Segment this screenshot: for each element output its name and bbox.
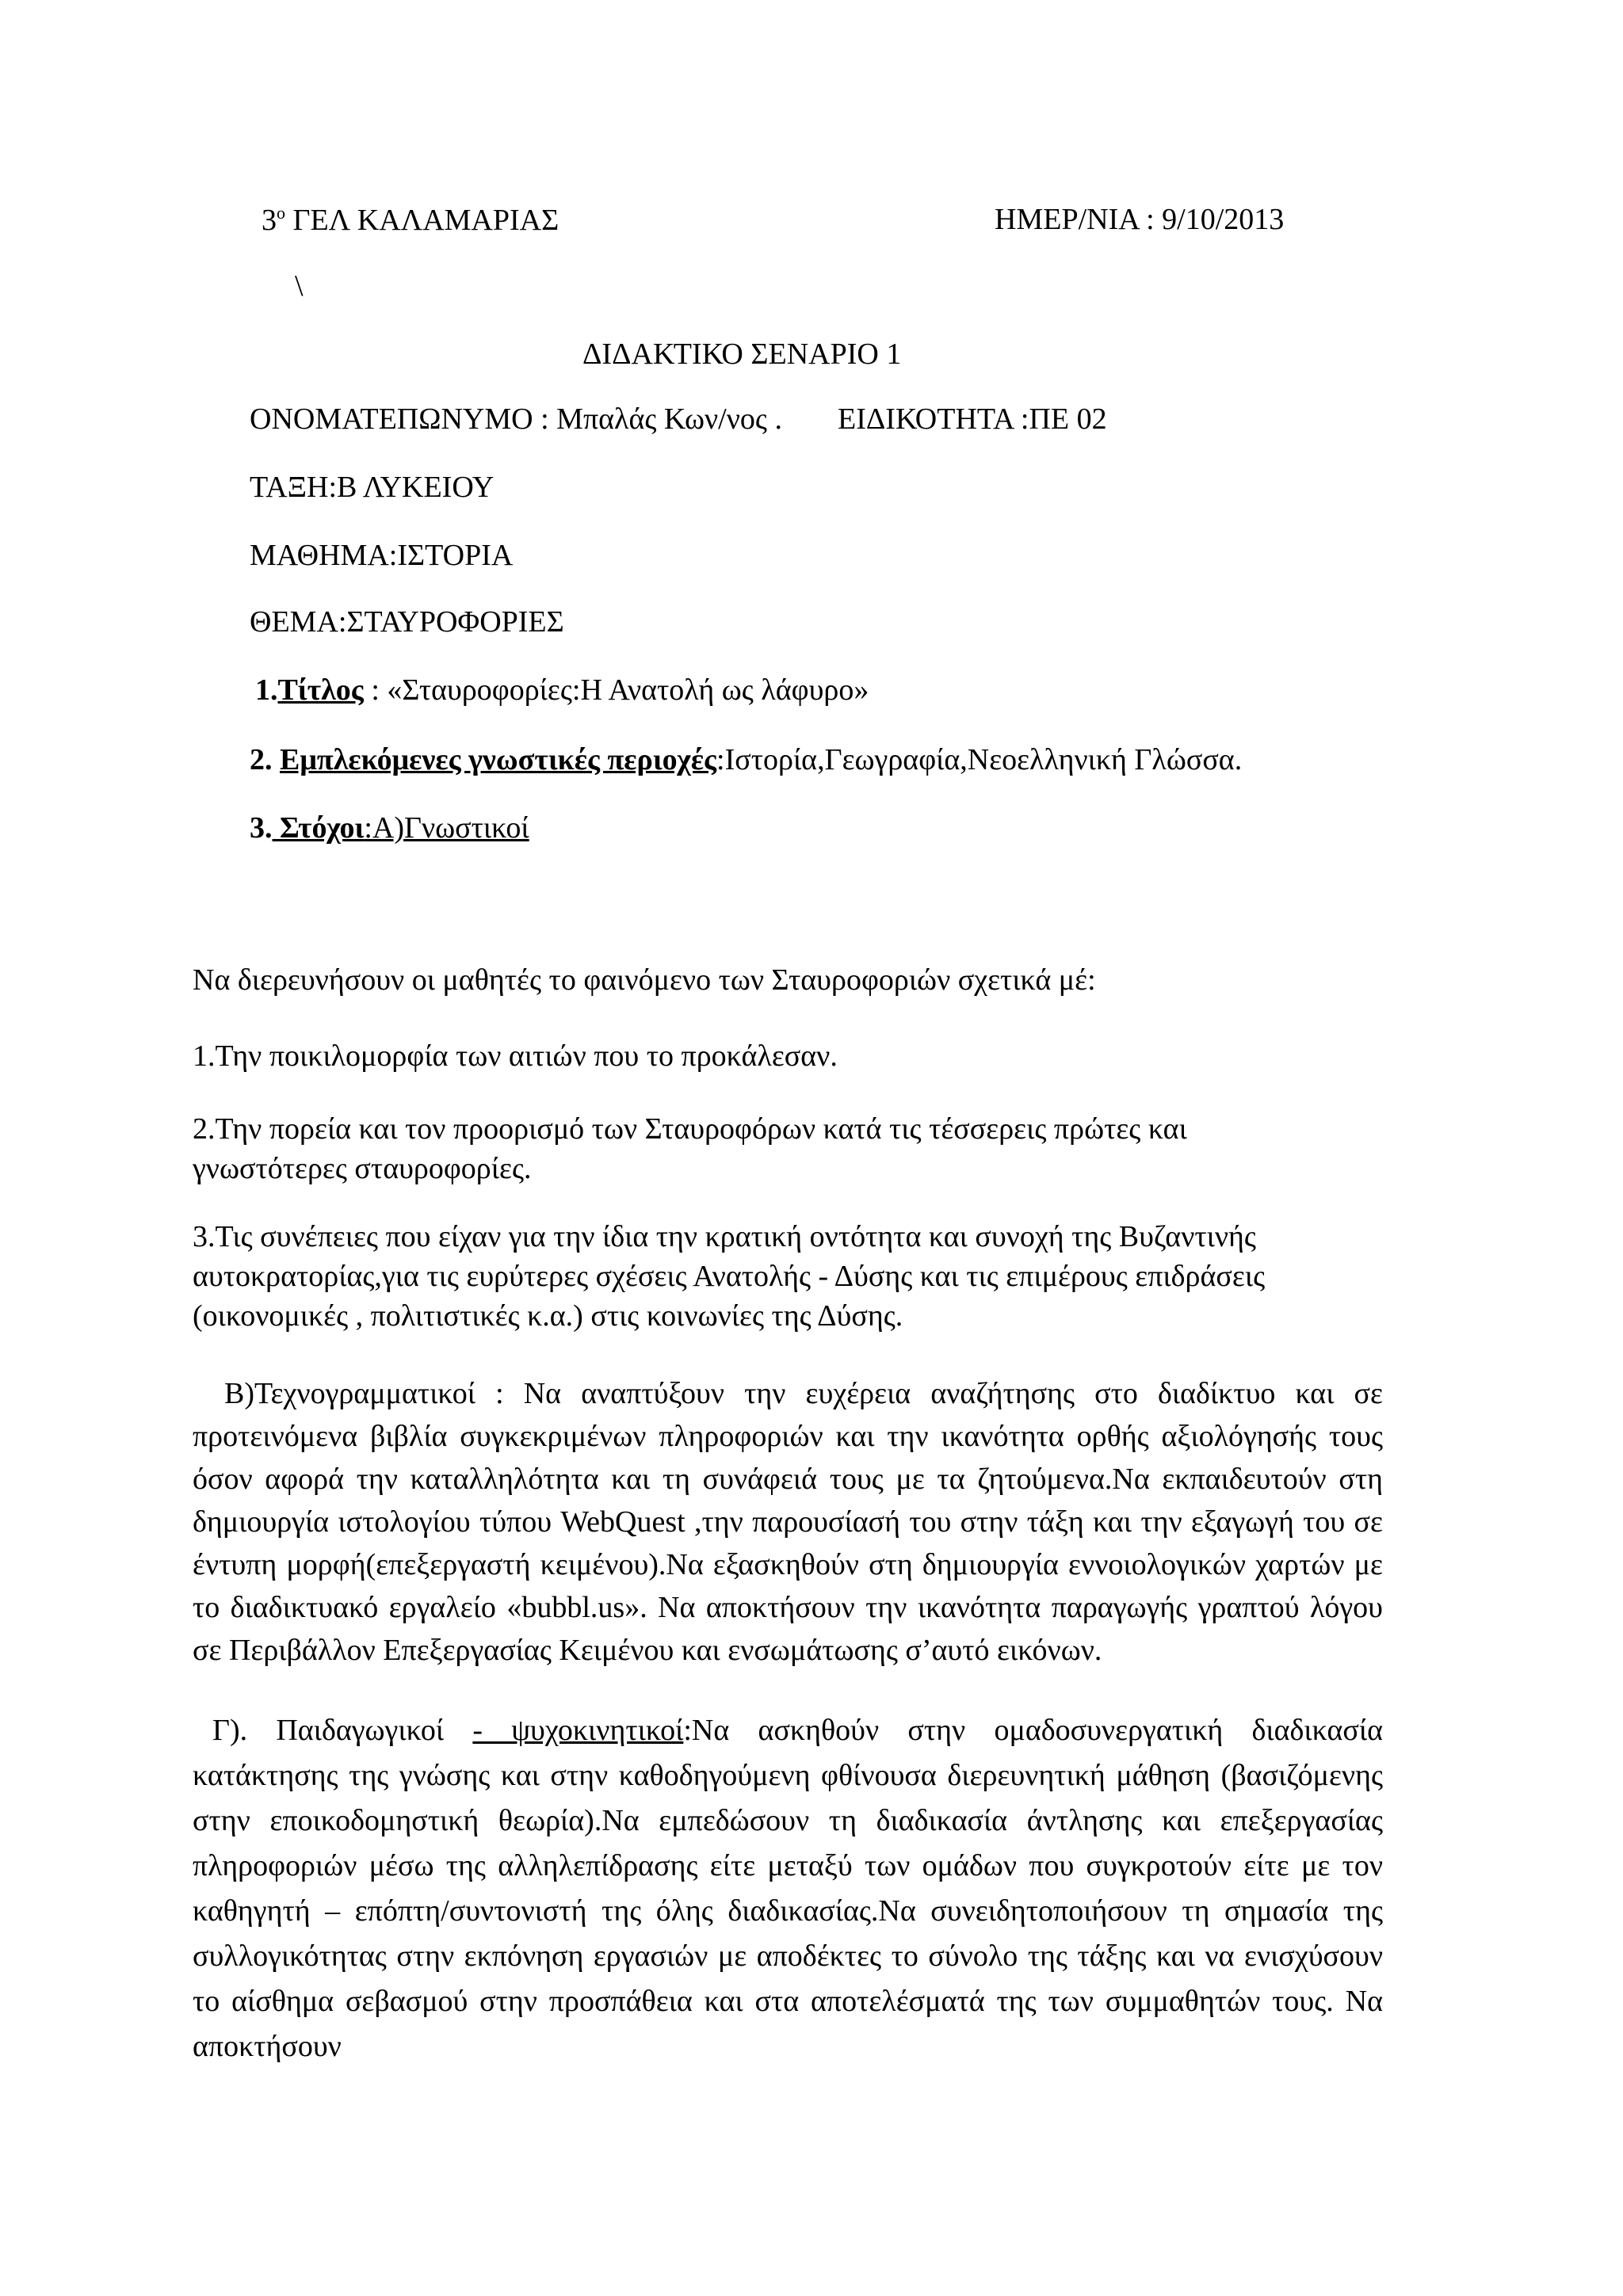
- pedagogical-text: :Να ασκηθούν στην ομαδοσυνεργατική διαδικασία κατάκτησης της γνώσης και στην καθοδηγούμενη φθίνουσα διερευνητική μάθηση (βασιζόμενης στην εποικοδομηστική θεωρία).Να εμπεδώσουν τη διαδικασία άντλησης και επεξεργασίας πληροφοριών μέσω της αλληλεπίδρασης είτε μεταξύ των ομάδων που συγκροτούν είτε με τον καθηγητή – επόπτη/συντονιστή της όλης διαδικασίας.Να συνειδητοποιήσουν τη σημασία της συλλογικότητας στην εκπόνηση εργασιών με αποδέκτες το σύνολο της τάξης και να ενισχύσουν το αίσθημα σεβασμού στην προσπάθεια και στα αποτελέσματά της των συμμαθητών τους. Να αποκτήσουν: [193, 1714, 1383, 2063]
- class-field: ΤΑΞΗ:Β ΛΥΚΕΙΟΥ: [250, 471, 495, 504]
- section-goals: [250, 813, 529, 843]
- pedagogical-goals: [193, 1708, 1383, 2069]
- section-title: [255, 675, 869, 705]
- backslash-mark: \: [295, 269, 304, 303]
- section-1-number: 1.: [255, 673, 278, 707]
- goal-item-1: 1.Την ποικιλομορφία των αιτιών που το προκάλεσαν.: [193, 1039, 838, 1073]
- goals-intro: Να διερευνήσουν οι μαθητές το φαινόμενο των Σταυροφοριών σχετικά μέ:: [193, 963, 1096, 997]
- school-name: [262, 204, 559, 235]
- document-date: ΗΜΕΡ/ΝΙΑ : 9/10/2013: [995, 203, 1285, 236]
- goal-item-3: 3.Τις συνέπειες που είχαν για την ίδια την κρατική οντότητα και συνοχή της Βυζαντινής αυτοκρατορίας,για τις ευρύτερες σχέσεις Ανατολής - Δύσης και τις επιμέρους επιδράσεις (οικονομικές , πολιτιστικές κ.α.) στις κοινωνίες της Δύσης.: [193, 1220, 1266, 1333]
- section-1-text: : «Σταυροφορίες:Η Ανατολή ως λάφυρο»: [363, 673, 869, 707]
- goal-item-2: 2.Την πορεία και τον προορισμό των Σταυροφόρων κατά τις τέσσερεις πρώτες και γνωστότερες σταυροφορίες.: [193, 1112, 1187, 1185]
- pedagogical-label: - ψυχοκινητικοί: [472, 1714, 684, 1747]
- school-prefix: 3: [262, 204, 277, 237]
- section-1-label: Τίτλος: [277, 673, 364, 707]
- section-2-text: :Ιστορία,Γεωγραφία,Νεοελληνική Γλώσσα.: [716, 743, 1243, 776]
- section-3-text: :Α)Γνωστικοί: [364, 811, 529, 845]
- section-2-label: Εμπλεκόμενες γνωστικές περιοχές: [280, 743, 717, 776]
- subject-field: ΜΑΘΗΜΑ:ΙΣΤΟΡΙΑ: [250, 539, 514, 572]
- school-sup: ο: [277, 203, 285, 223]
- teacher-name: ΟΝΟΜΑΤΕΠΩΝΥΜΟ : Μπαλάς Κων/νος .: [250, 402, 782, 436]
- document-title: ΔΙΔΑΚΤΙΚΟ ΣΕΝΑΡΙΟ 1: [582, 338, 902, 371]
- section-3-number: 3.: [250, 811, 273, 845]
- pedagogical-prefix: Γ). Παιδαγωγικοί: [212, 1714, 473, 1747]
- section-3-label: Στόχοι: [272, 811, 365, 845]
- section-fields: [250, 745, 1242, 775]
- teacher-specialty: ΕΙΔΙΚΟΤΗΤΑ :ΠΕ 02: [838, 402, 1107, 436]
- technical-goals: Β)Τεχνογραμματικοί : Να αναπτύξουν την ευχέρεια αναζήτησης στο διαδίκτυο και σε προτεινόμενα βιβλία συγκεκριμένων πληροφοριών και την ικανότητα ορθής αξιολόγησής τους όσον αφορά την καταλληλότητα και τη συνάφειά τους με τα ζητούμενα.Να εκπαιδευτούν στη δημιουργία ιστολογίου τύπου WebQuest ,την παρουσίασή του στην τάξη και την εξαγωγή του σε έντυπη μορφή(επεξεργαστή κειμένου).Να εξασκηθούν στη δημιουργία εννοιολογικών χαρτών με το διαδικτυακό εργαλείο «bubbl.us». Να αποκτήσουν την ικανότητα παραγωγής γραπτού λόγου σε Περιβάλλον Επεξεργασίας Κειμένου και ενσωμάτωσης σ’αυτό εικόνων.: [193, 1377, 1383, 1667]
- section-2-number: 2.: [250, 743, 280, 776]
- topic-field: ΘΕΜΑ:ΣΤΑΥΡΟΦΟΡΙΕΣ: [250, 605, 564, 639]
- school-name-text: ΓΕΛ ΚΑΛΑΜΑΡΙΑΣ: [285, 204, 559, 237]
